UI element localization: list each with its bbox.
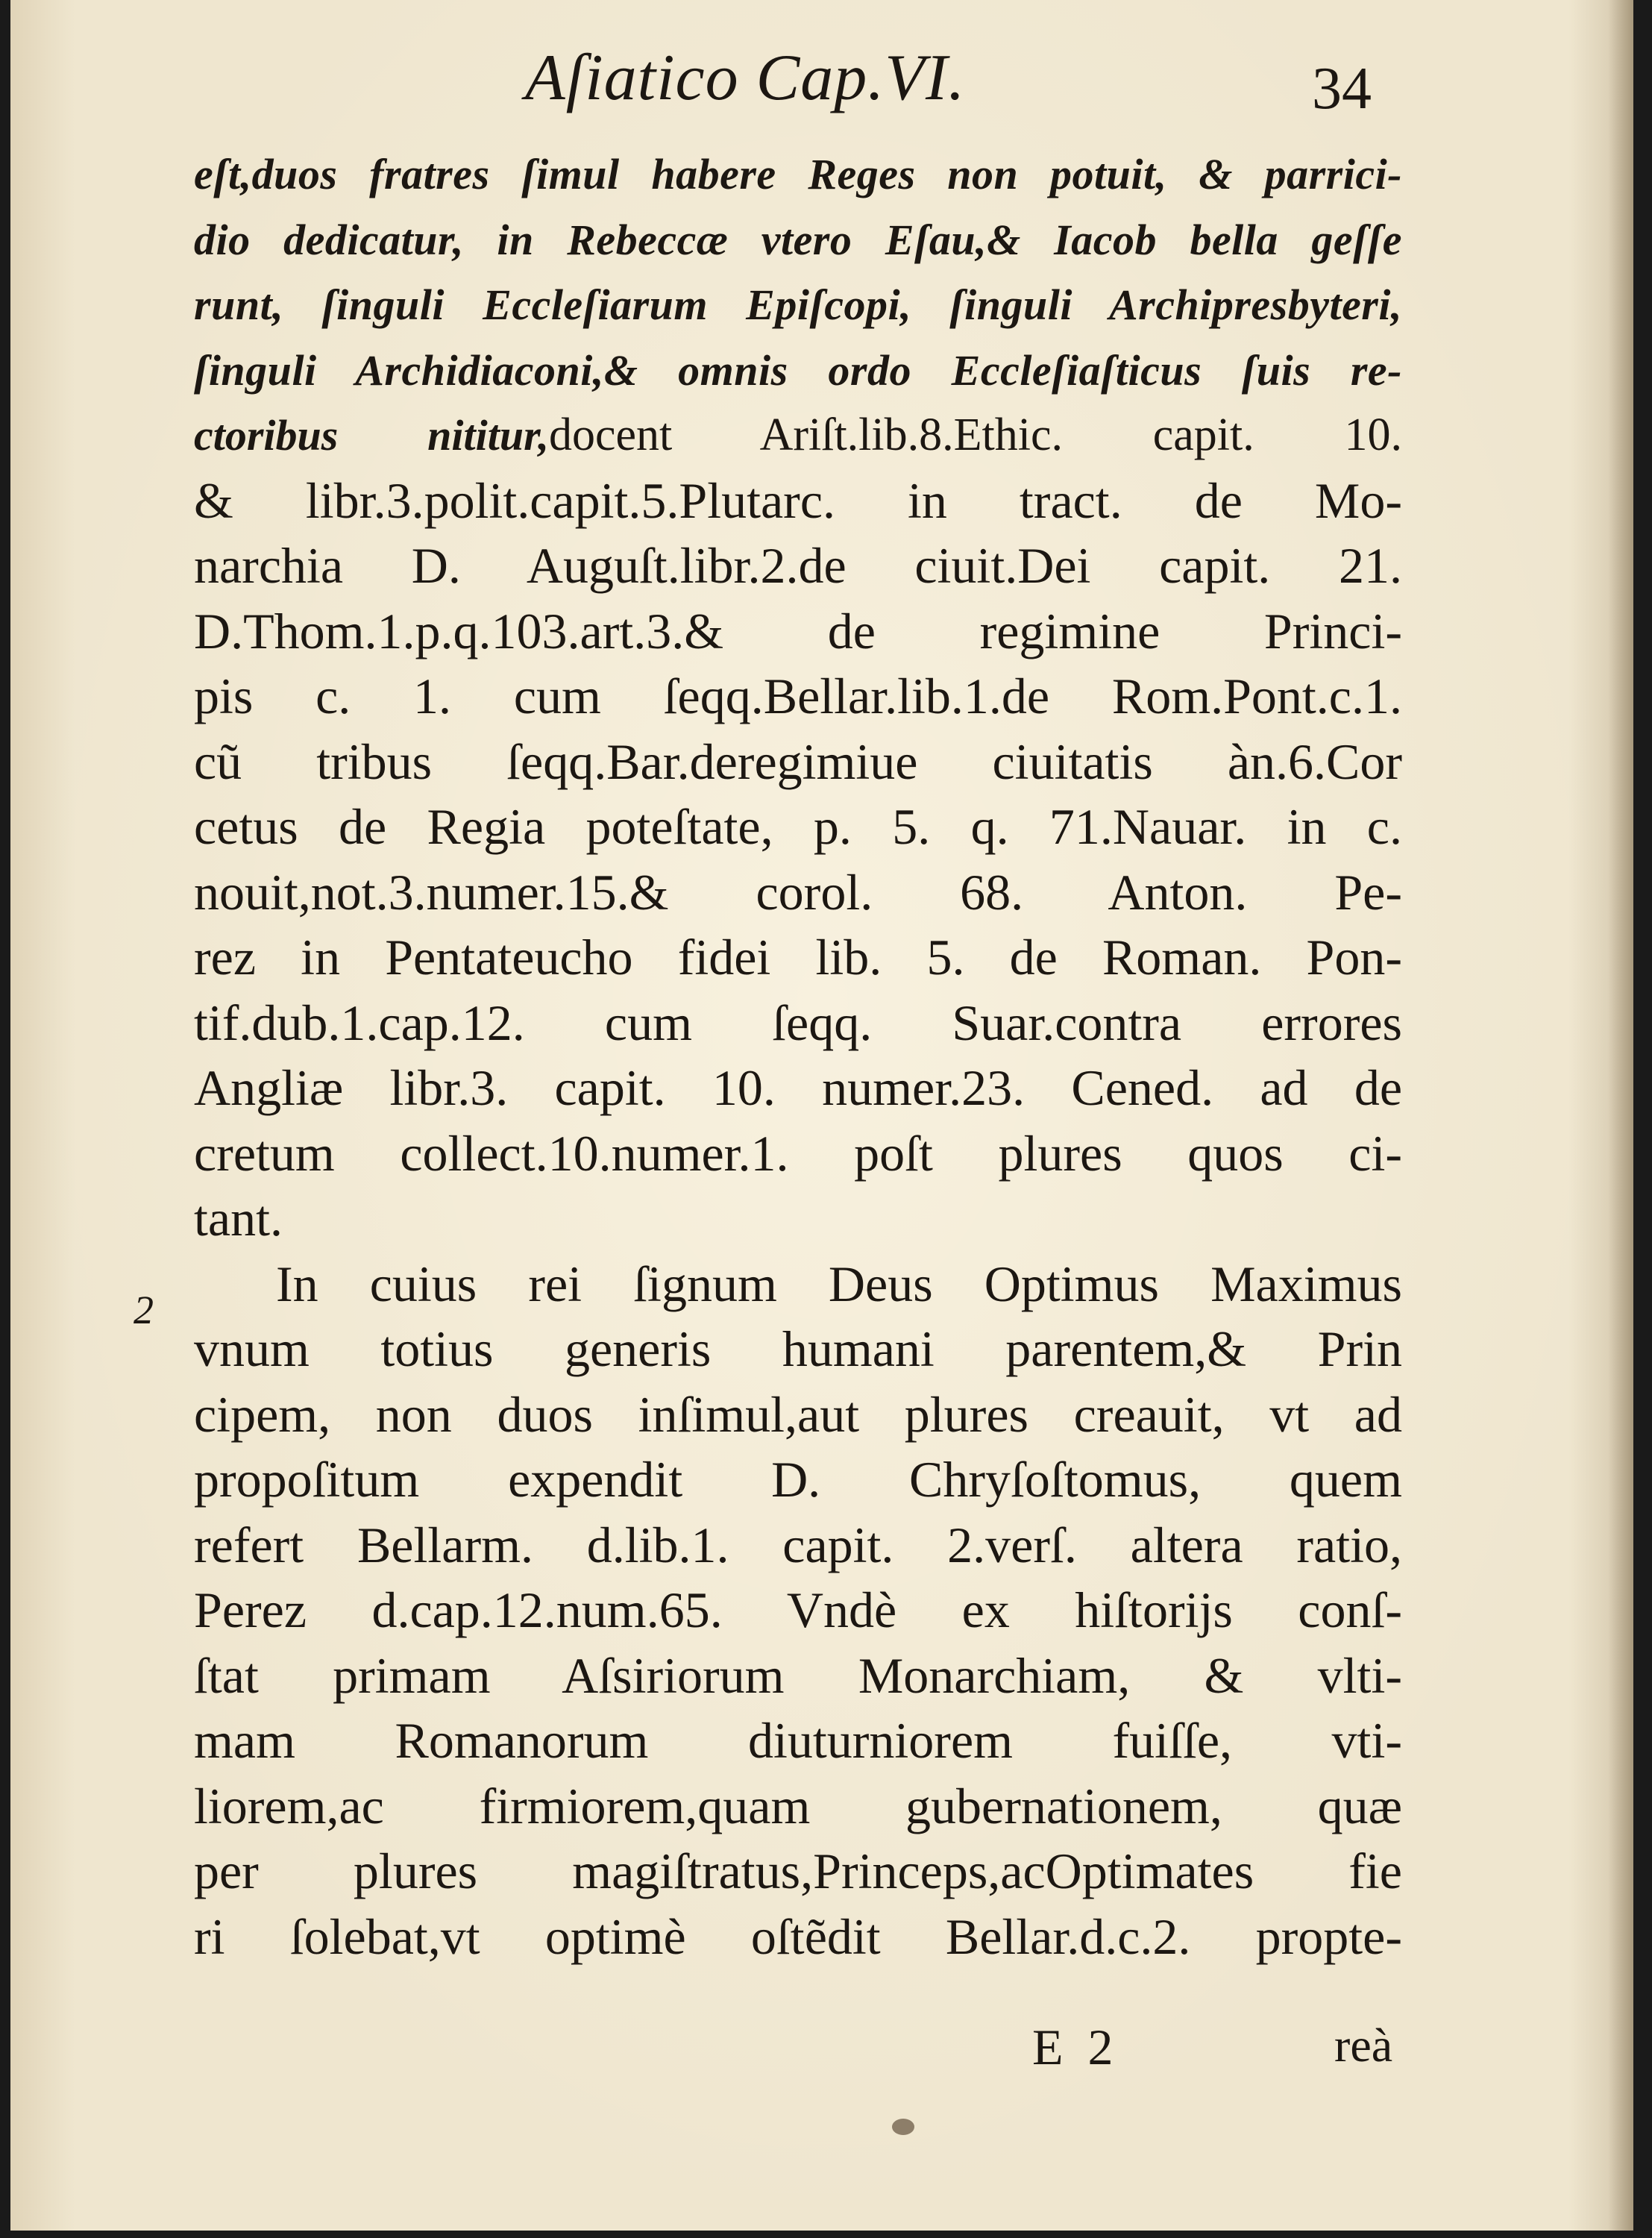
text-line: pis c. 1. cum ſeqq.Bellar.lib.1.de Rom.Pont.c.1. [194, 668, 1402, 724]
text-line: propoſitum expendit D. Chryſoſtomus, quem [194, 1451, 1402, 1508]
paragraph-first-line: In cuius rei ſignum Deus Optimus Maximus [276, 1255, 1402, 1312]
text-line: & libr.3.polit.capit.5.Plutarc. in tract. de Mo- [194, 471, 1402, 529]
text-line: per plures magiſtratus,Princeps,acOptimates fie [194, 1843, 1402, 1899]
text-line: dio dedicatur, in Rebeccæ vtero Eſau,& Iacob bella geſſe [194, 215, 1402, 264]
text-line: tant. [194, 1190, 283, 1247]
text-line: eſt,duos fratres ſimul habere Reges non potuit, & parrici- [194, 150, 1402, 198]
text-line: cũ tribus ſeqq.Bar.deregimiue ciuitatis àn.6.Cor [194, 733, 1402, 790]
text-line: tif.dub.1.cap.12. cum ſeqq. Suar.contra errores [194, 994, 1402, 1051]
roman-run: docent Ariſt.lib.8.Ethic. capit. 10. [548, 410, 1402, 460]
text-line: refert Bellarm. d.lib.1. capit. 2.verſ. altera ratio, [194, 1516, 1402, 1573]
text-line: nouit,not.3.numer.15.& corol. 68. Anton. Pe- [194, 863, 1402, 921]
text-line [194, 403, 1402, 468]
page-header [10, 33, 1633, 122]
signature-mark: E 2 [1032, 2019, 1119, 2075]
text-line: cetus de Regia poteſtate, p. 5. q. 71.Nauar. in c. [194, 798, 1402, 855]
catchword: reà [1334, 2019, 1393, 2072]
margin-section-number: 2 [134, 1288, 154, 1332]
text-line: liorem,ac firmiorem,quam gubernationem, quæ [194, 1777, 1402, 1834]
text-line: cretum collect.10.numer.1. poſt plures quos ci- [194, 1124, 1402, 1182]
text-line: ri ſolebat,vt optimè oſtẽdit Bellar.d.c.2. propte- [194, 1908, 1402, 1965]
text-line: ſinguli Archidiaconi,& omnis ordo Eccleſiaſticus ſuis re- [194, 345, 1402, 395]
book-page [10, 0, 1633, 2231]
body-text [194, 142, 1402, 1969]
text-line: narchia D. Auguſt.libr.2.de ciuit.Dei capit. 21. [194, 537, 1402, 594]
text-line: runt, ſinguli Eccleſiarum Epiſcopi, ſinguli Archipresbyteri, [194, 280, 1402, 329]
page-footer [10, 2018, 1633, 2078]
text-line: mam Romanorum diuturniorem fuiſſe, vti- [194, 1712, 1402, 1769]
text-line: Angliæ libr.3. capit. 10. numer.23. Cened. ad de [194, 1059, 1402, 1116]
text-line: vnum totius generis humani parentem,& Prin [194, 1320, 1402, 1377]
text-line: cipem, non duos inſimul,aut plures creauit, vt ad [194, 1385, 1402, 1443]
running-title: Aſiatico Cap.VI. [525, 42, 966, 114]
page-number: 34 [1312, 56, 1372, 122]
text-line: rez in Pentateucho fidei lib. 5. de Roman. Pon- [194, 929, 1402, 985]
text-line: Perez d.cap.12.num.65. Vndè ex hiſtorijs conſ- [194, 1582, 1402, 1638]
text-line: D.Thom.1.p.q.103.art.3.& de regimine Princi- [194, 602, 1402, 659]
ink-blot [892, 2119, 914, 2135]
text-line: ſtat primam Aſsiriorum Monarchiam, & vlti- [194, 1646, 1402, 1704]
italic-run: ctoribus nititur, [194, 411, 549, 460]
